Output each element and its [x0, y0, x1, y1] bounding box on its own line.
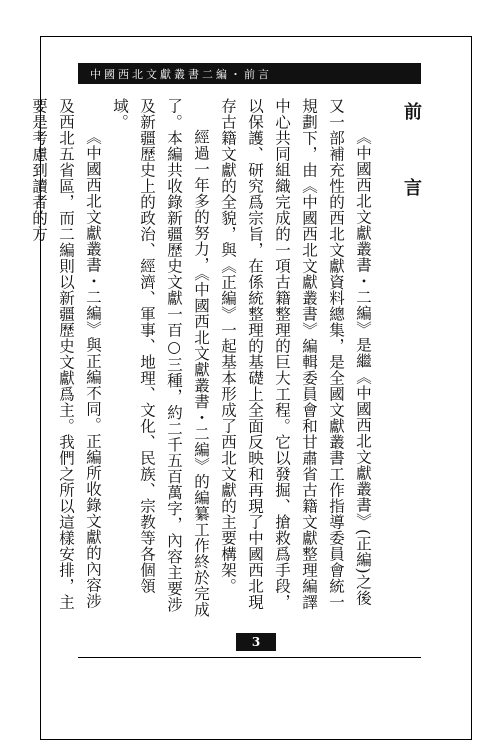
paragraph-3: 《中國西北文獻叢書・二編》與正編不同。正編所收錄文獻的內容涉及西北五省區，而二編則以新疆歷史文獻爲主。我們之所以這樣安排，主要是考慮到讀者的方 — [30, 98, 102, 610]
paragraph-2: 經過一年多的努力，《中國西北文獻叢書・二編》的編纂工作終於完成了。本編共收錄新疆歷史文獻一百○三種，約二千五百萬字，內容主要涉及新疆歷史上的政治、經濟、軍事、地理、文化、民族、宗教等各個領域。 — [111, 98, 210, 618]
page-body — [30, 98, 425, 618]
page-number — [236, 633, 276, 651]
paragraph-1: 《中國西北文獻叢書・二編》是繼《中國西北文獻叢書》(正編)之後又一部補充性的西北文獻資料總集，是全國文獻叢書工作指導委員會統一規劃下，由《中國西北文獻叢書》編輯委員會和甘肅省古籍文獻整理編譯中心共同組織完成的一項古籍整理的巨大工程。它以發掘、搶救爲手段，以保護、研究爲宗旨，在係統整理的基礎上全面反映和再現了中國西北現存古籍文獻的全貌，與《正編》一起基本形成了西北文獻的主要構架。 — [219, 98, 372, 610]
footer-rule — [78, 657, 421, 658]
series-title: 中國西北文獻叢書二編・前言 — [90, 67, 272, 81]
page-number-text: 3 — [251, 635, 261, 649]
page-title: 前 言 — [401, 102, 422, 216]
running-header — [78, 63, 421, 84]
